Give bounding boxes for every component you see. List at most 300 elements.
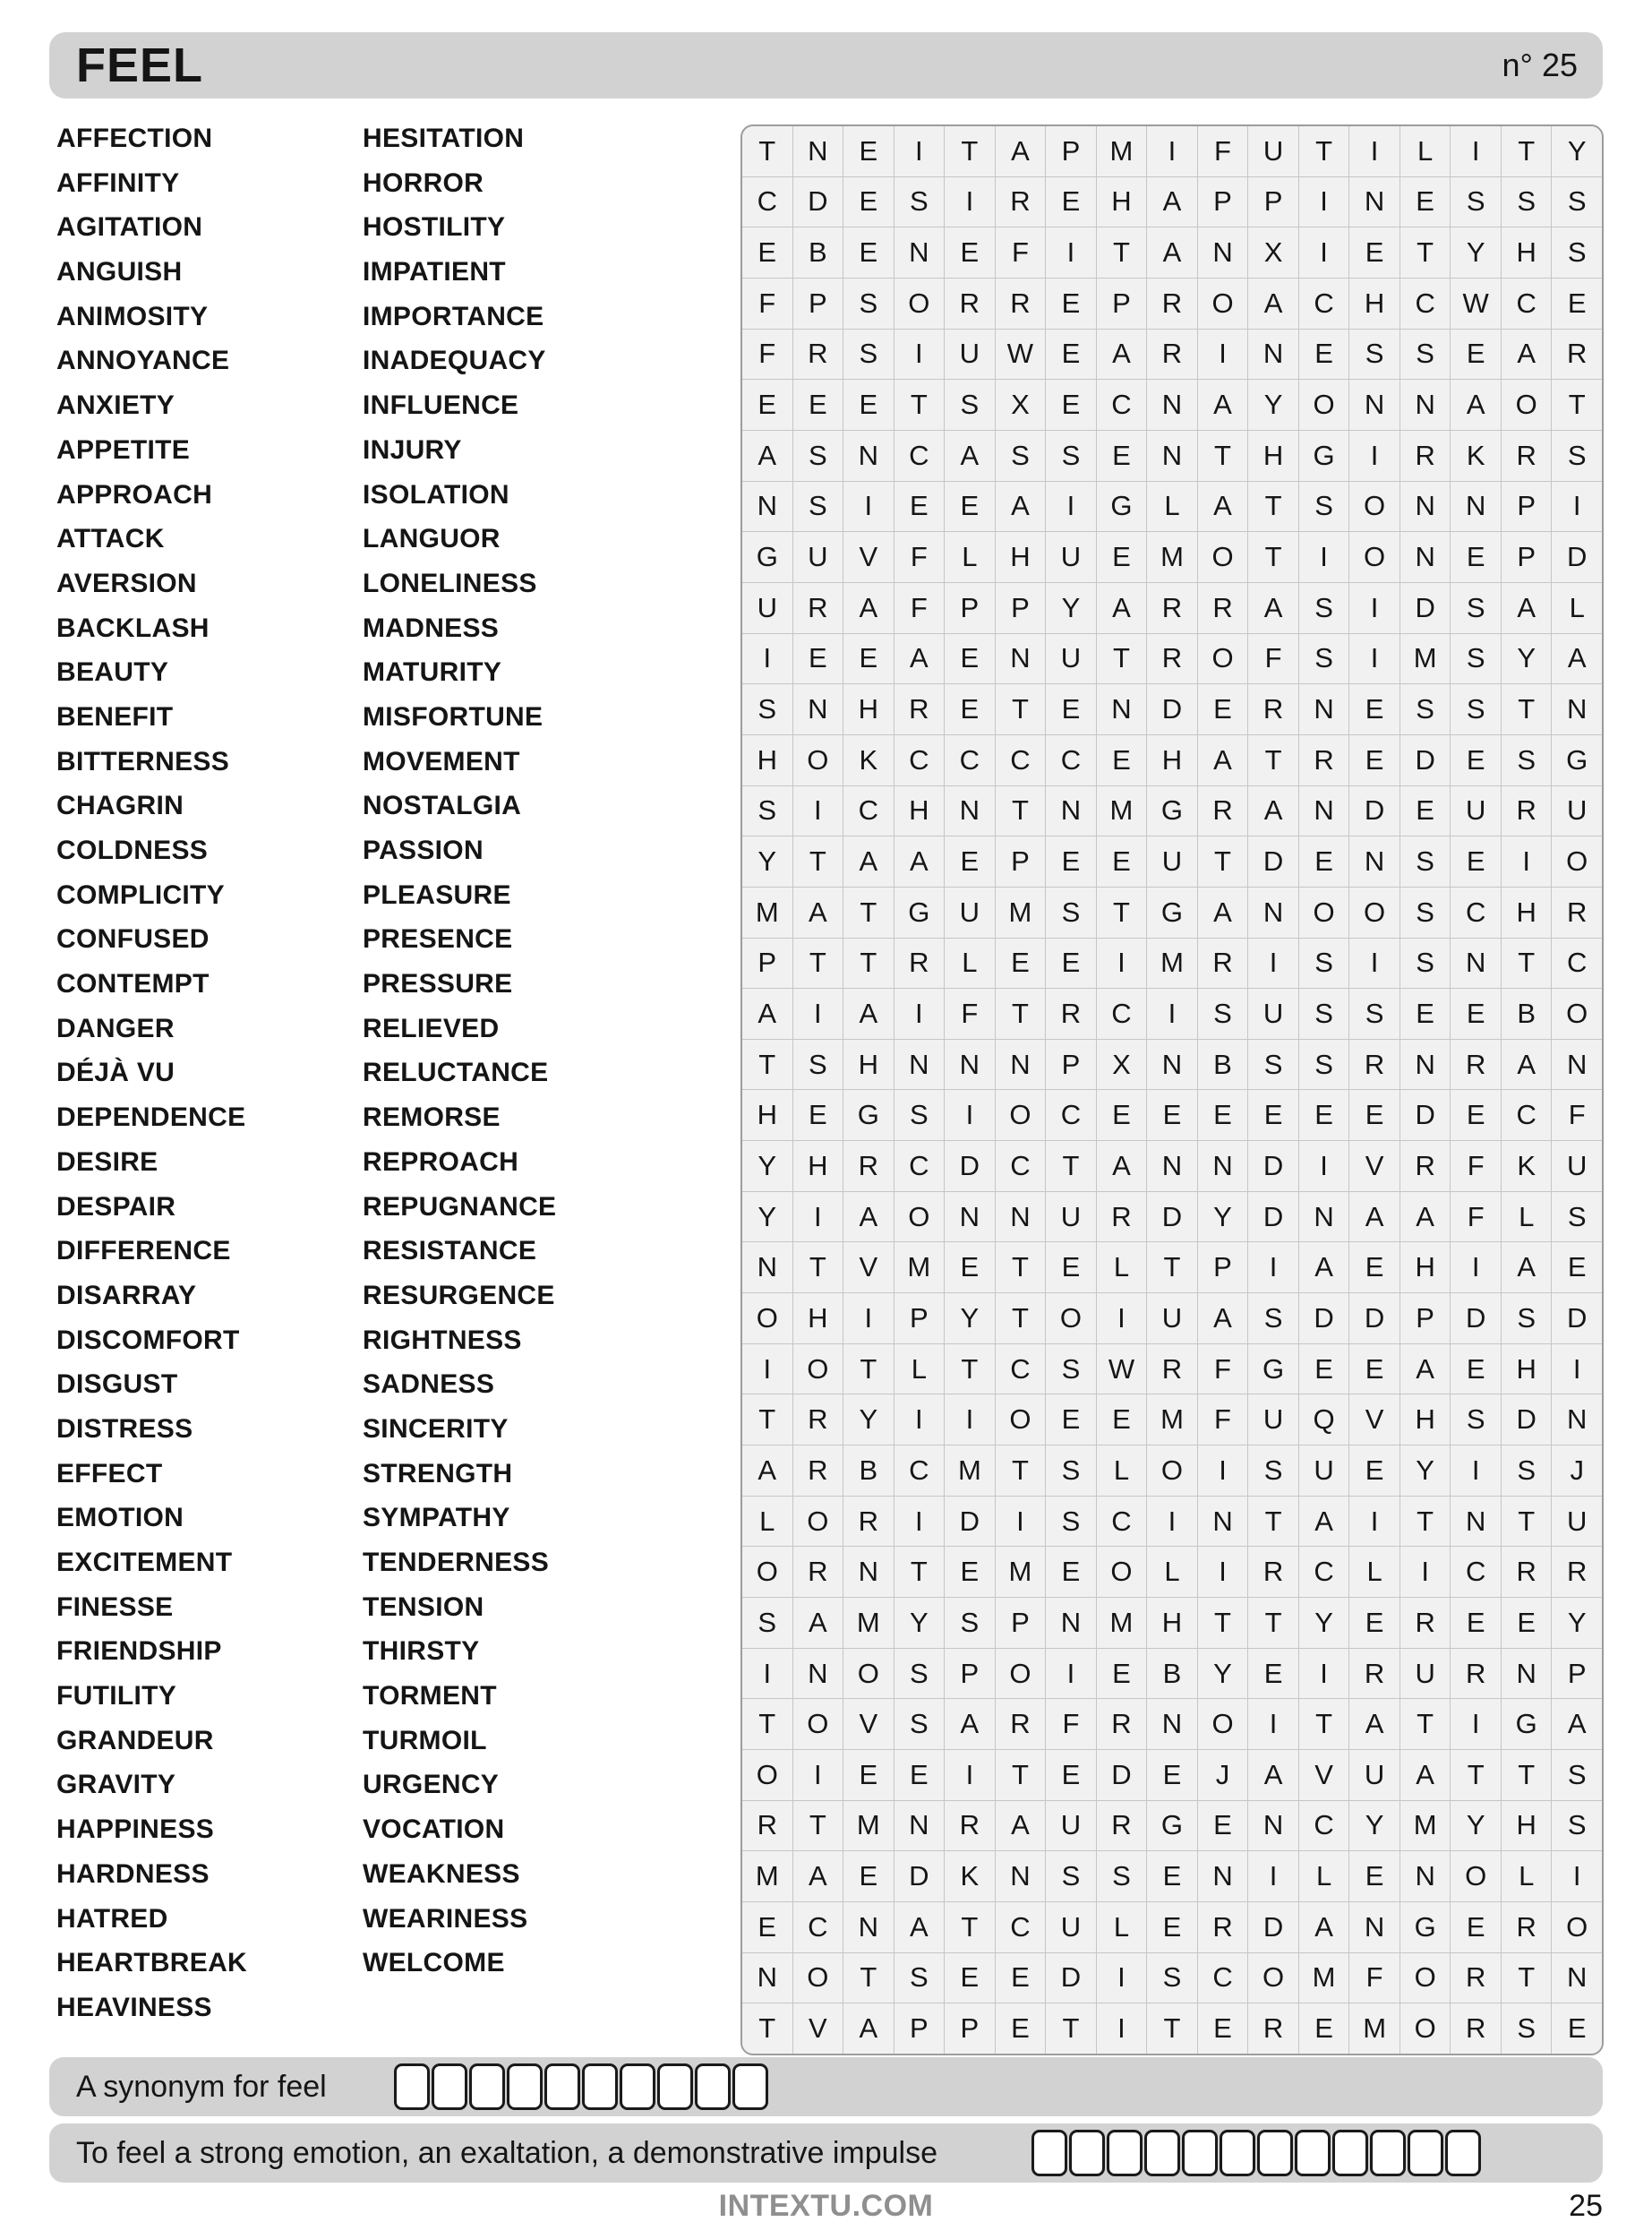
grid-cell[interactable]: A bbox=[1552, 634, 1602, 684]
grid-cell[interactable]: T bbox=[996, 1445, 1046, 1496]
grid-cell[interactable]: S bbox=[894, 1699, 945, 1749]
grid-cell[interactable]: P bbox=[742, 939, 792, 989]
grid-cell[interactable]: Y bbox=[1400, 1445, 1451, 1496]
grid-cell[interactable]: R bbox=[996, 1699, 1046, 1749]
grid-cell[interactable]: T bbox=[843, 1344, 894, 1394]
grid-cell[interactable]: E bbox=[1400, 177, 1451, 227]
grid-cell[interactable]: N bbox=[1299, 1192, 1349, 1242]
grid-cell[interactable]: C bbox=[1400, 279, 1451, 329]
grid-cell[interactable]: F bbox=[1248, 634, 1298, 684]
grid-cell[interactable]: E bbox=[945, 1547, 995, 1597]
grid-cell[interactable]: E bbox=[1046, 279, 1096, 329]
grid-cell[interactable]: T bbox=[1502, 126, 1552, 176]
grid-cell[interactable]: N bbox=[1147, 1141, 1197, 1191]
grid-cell[interactable]: T bbox=[945, 1902, 995, 1952]
grid-cell[interactable]: U bbox=[1147, 1293, 1197, 1343]
grid-cell[interactable]: L bbox=[1299, 1851, 1349, 1901]
grid-cell[interactable]: C bbox=[996, 1141, 1046, 1191]
grid-cell[interactable]: R bbox=[1400, 1141, 1451, 1191]
answer-letter-box[interactable] bbox=[469, 2063, 505, 2110]
grid-cell[interactable]: Q bbox=[1299, 1394, 1349, 1445]
grid-cell[interactable]: T bbox=[793, 1801, 843, 1851]
grid-cell[interactable]: P bbox=[1248, 177, 1298, 227]
grid-cell[interactable]: F bbox=[1552, 1090, 1602, 1140]
grid-cell[interactable]: F bbox=[1046, 1699, 1096, 1749]
grid-cell[interactable]: O bbox=[1349, 482, 1399, 532]
grid-cell[interactable]: N bbox=[1349, 380, 1399, 430]
grid-cell[interactable]: O bbox=[843, 1649, 894, 1699]
grid-cell[interactable]: A bbox=[1198, 888, 1248, 938]
grid-cell[interactable]: I bbox=[894, 1497, 945, 1547]
grid-cell[interactable]: E bbox=[793, 634, 843, 684]
grid-cell[interactable]: P bbox=[996, 583, 1046, 633]
grid-cell[interactable]: A bbox=[843, 1192, 894, 1242]
grid-cell[interactable]: A bbox=[1248, 583, 1298, 633]
grid-cell[interactable]: S bbox=[1046, 1851, 1096, 1901]
grid-cell[interactable]: H bbox=[843, 684, 894, 734]
grid-cell[interactable]: D bbox=[1147, 1192, 1197, 1242]
grid-cell[interactable]: S bbox=[843, 279, 894, 329]
grid-cell[interactable]: S bbox=[1299, 989, 1349, 1039]
grid-cell[interactable]: I bbox=[1451, 1445, 1501, 1496]
grid-cell[interactable]: A bbox=[1248, 786, 1298, 836]
grid-cell[interactable]: N bbox=[996, 1192, 1046, 1242]
grid-cell[interactable]: T bbox=[1502, 1750, 1552, 1800]
grid-cell[interactable]: C bbox=[1502, 279, 1552, 329]
grid-cell[interactable]: K bbox=[945, 1851, 995, 1901]
grid-cell[interactable]: A bbox=[793, 888, 843, 938]
grid-cell[interactable]: A bbox=[945, 1699, 995, 1749]
grid-cell[interactable]: S bbox=[1046, 1497, 1096, 1547]
grid-cell[interactable]: U bbox=[1248, 1394, 1298, 1445]
grid-cell[interactable]: E bbox=[1198, 2003, 1248, 2054]
grid-cell[interactable]: N bbox=[1248, 1801, 1298, 1851]
answer-letter-box[interactable] bbox=[1182, 2130, 1218, 2176]
grid-cell[interactable]: C bbox=[894, 735, 945, 785]
grid-cell[interactable]: T bbox=[894, 1547, 945, 1597]
grid-cell[interactable]: T bbox=[1198, 1598, 1248, 1648]
grid-cell[interactable]: A bbox=[1400, 1344, 1451, 1394]
grid-cell[interactable]: E bbox=[1451, 1090, 1501, 1140]
grid-cell[interactable]: A bbox=[1147, 227, 1197, 278]
grid-cell[interactable]: P bbox=[1198, 1242, 1248, 1292]
grid-cell[interactable]: E bbox=[996, 939, 1046, 989]
grid-cell[interactable]: H bbox=[1502, 888, 1552, 938]
grid-cell[interactable]: A bbox=[945, 431, 995, 481]
grid-cell[interactable]: R bbox=[894, 684, 945, 734]
grid-cell[interactable]: T bbox=[793, 939, 843, 989]
grid-cell[interactable]: Y bbox=[1502, 634, 1552, 684]
grid-cell[interactable]: I bbox=[843, 1293, 894, 1343]
grid-cell[interactable]: I bbox=[742, 634, 792, 684]
grid-cell[interactable]: E bbox=[1299, 2003, 1349, 2054]
grid-cell[interactable]: C bbox=[1552, 939, 1602, 989]
grid-cell[interactable]: B bbox=[1198, 1040, 1248, 1090]
grid-cell[interactable]: H bbox=[1502, 1344, 1552, 1394]
grid-cell[interactable]: E bbox=[1400, 786, 1451, 836]
grid-cell[interactable]: M bbox=[1147, 1394, 1197, 1445]
grid-cell[interactable]: N bbox=[793, 1649, 843, 1699]
grid-cell[interactable]: S bbox=[843, 330, 894, 380]
answer-letter-box[interactable] bbox=[432, 2063, 467, 2110]
grid-cell[interactable]: E bbox=[1349, 1242, 1399, 1292]
grid-cell[interactable]: B bbox=[843, 1445, 894, 1496]
answer-letter-box[interactable] bbox=[1220, 2130, 1255, 2176]
grid-cell[interactable]: M bbox=[996, 1547, 1046, 1597]
grid-cell[interactable]: T bbox=[1248, 735, 1298, 785]
grid-cell[interactable]: C bbox=[1299, 1547, 1349, 1597]
grid-cell[interactable]: O bbox=[996, 1394, 1046, 1445]
grid-cell[interactable]: M bbox=[1097, 786, 1147, 836]
grid-cell[interactable]: H bbox=[1147, 735, 1197, 785]
grid-cell[interactable]: F bbox=[742, 330, 792, 380]
grid-cell[interactable]: L bbox=[1147, 482, 1197, 532]
grid-cell[interactable]: U bbox=[1451, 786, 1501, 836]
grid-cell[interactable]: R bbox=[1248, 1547, 1298, 1597]
grid-cell[interactable]: E bbox=[1299, 1344, 1349, 1394]
grid-cell[interactable]: O bbox=[1046, 1293, 1096, 1343]
grid-cell[interactable]: S bbox=[1502, 2003, 1552, 2054]
grid-cell[interactable]: U bbox=[945, 330, 995, 380]
grid-cell[interactable]: I bbox=[1299, 177, 1349, 227]
grid-cell[interactable]: I bbox=[843, 482, 894, 532]
grid-cell[interactable]: D bbox=[945, 1497, 995, 1547]
grid-cell[interactable]: S bbox=[1248, 1293, 1298, 1343]
answer-letter-box[interactable] bbox=[394, 2063, 430, 2110]
grid-cell[interactable]: C bbox=[843, 786, 894, 836]
grid-cell[interactable]: U bbox=[1349, 1750, 1399, 1800]
grid-cell[interactable]: H bbox=[1248, 431, 1298, 481]
answer-letter-box[interactable] bbox=[1069, 2130, 1105, 2176]
grid-cell[interactable]: N bbox=[1349, 1902, 1399, 1952]
grid-cell[interactable]: A bbox=[1502, 330, 1552, 380]
grid-cell[interactable]: D bbox=[1400, 735, 1451, 785]
grid-cell[interactable]: G bbox=[1147, 786, 1197, 836]
grid-cell[interactable]: C bbox=[793, 1902, 843, 1952]
grid-cell[interactable]: C bbox=[996, 1344, 1046, 1394]
grid-cell[interactable]: O bbox=[1502, 380, 1552, 430]
grid-cell[interactable]: P bbox=[894, 1293, 945, 1343]
grid-cell[interactable]: S bbox=[793, 482, 843, 532]
grid-cell[interactable]: I bbox=[894, 989, 945, 1039]
grid-cell[interactable]: E bbox=[843, 227, 894, 278]
grid-cell[interactable]: R bbox=[1248, 2003, 1298, 2054]
grid-cell[interactable]: P bbox=[1502, 532, 1552, 582]
grid-cell[interactable]: I bbox=[1349, 939, 1399, 989]
grid-cell[interactable]: B bbox=[1147, 1649, 1197, 1699]
grid-cell[interactable]: D bbox=[1248, 1902, 1298, 1952]
grid-cell[interactable]: S bbox=[1299, 634, 1349, 684]
grid-cell[interactable]: G bbox=[843, 1090, 894, 1140]
grid-cell[interactable]: R bbox=[945, 1801, 995, 1851]
grid-cell[interactable]: R bbox=[1552, 1547, 1602, 1597]
grid-cell[interactable]: S bbox=[1502, 1445, 1552, 1496]
grid-cell[interactable]: P bbox=[1198, 177, 1248, 227]
grid-cell[interactable]: E bbox=[1097, 1090, 1147, 1140]
grid-cell[interactable]: L bbox=[1097, 1902, 1147, 1952]
grid-cell[interactable]: T bbox=[742, 1394, 792, 1445]
grid-cell[interactable]: T bbox=[996, 684, 1046, 734]
grid-cell[interactable]: O bbox=[996, 1090, 1046, 1140]
grid-cell[interactable]: I bbox=[894, 1394, 945, 1445]
grid-cell[interactable]: L bbox=[1502, 1851, 1552, 1901]
grid-cell[interactable]: P bbox=[793, 279, 843, 329]
grid-cell[interactable]: T bbox=[1248, 1598, 1298, 1648]
grid-cell[interactable]: S bbox=[1502, 177, 1552, 227]
grid-cell[interactable]: L bbox=[1349, 1547, 1399, 1597]
grid-cell[interactable]: G bbox=[1248, 1344, 1298, 1394]
grid-cell[interactable]: A bbox=[793, 1851, 843, 1901]
grid-cell[interactable]: Y bbox=[1248, 380, 1298, 430]
grid-cell[interactable]: O bbox=[1400, 2003, 1451, 2054]
grid-cell[interactable]: P bbox=[1046, 126, 1096, 176]
grid-cell[interactable]: E bbox=[996, 1953, 1046, 2003]
grid-cell[interactable]: E bbox=[945, 1953, 995, 2003]
grid-cell[interactable]: C bbox=[1451, 1547, 1501, 1597]
grid-cell[interactable]: A bbox=[1400, 1192, 1451, 1242]
grid-cell[interactable]: C bbox=[1502, 1090, 1552, 1140]
grid-cell[interactable]: S bbox=[1400, 888, 1451, 938]
grid-cell[interactable]: N bbox=[742, 482, 792, 532]
grid-cell[interactable]: R bbox=[1147, 1344, 1197, 1394]
grid-cell[interactable]: E bbox=[1451, 836, 1501, 887]
grid-cell[interactable]: P bbox=[1552, 1649, 1602, 1699]
answer-letter-box[interactable] bbox=[695, 2063, 731, 2110]
grid-cell[interactable]: R bbox=[1349, 1040, 1399, 1090]
grid-cell[interactable]: S bbox=[1299, 1040, 1349, 1090]
grid-cell[interactable]: A bbox=[742, 1445, 792, 1496]
grid-cell[interactable]: D bbox=[1451, 1293, 1501, 1343]
grid-cell[interactable]: S bbox=[1552, 1192, 1602, 1242]
grid-cell[interactable]: T bbox=[1400, 1699, 1451, 1749]
grid-cell[interactable]: R bbox=[894, 939, 945, 989]
grid-cell[interactable]: M bbox=[894, 1242, 945, 1292]
grid-cell[interactable]: N bbox=[1400, 1040, 1451, 1090]
grid-cell[interactable]: I bbox=[1248, 1699, 1298, 1749]
grid-cell[interactable]: S bbox=[945, 1598, 995, 1648]
grid-cell[interactable]: U bbox=[1046, 634, 1096, 684]
grid-cell[interactable]: G bbox=[1097, 482, 1147, 532]
grid-cell[interactable]: O bbox=[742, 1293, 792, 1343]
grid-cell[interactable]: V bbox=[843, 532, 894, 582]
grid-cell[interactable]: N bbox=[1552, 684, 1602, 734]
grid-cell[interactable]: F bbox=[1198, 1344, 1248, 1394]
grid-cell[interactable]: T bbox=[1299, 1699, 1349, 1749]
grid-cell[interactable]: I bbox=[1198, 1445, 1248, 1496]
grid-cell[interactable]: M bbox=[742, 888, 792, 938]
grid-cell[interactable]: T bbox=[894, 380, 945, 430]
grid-cell[interactable]: E bbox=[945, 836, 995, 887]
grid-cell[interactable]: N bbox=[894, 1040, 945, 1090]
grid-cell[interactable]: E bbox=[843, 380, 894, 430]
grid-cell[interactable]: E bbox=[1451, 989, 1501, 1039]
grid-cell[interactable]: N bbox=[1046, 786, 1096, 836]
grid-cell[interactable]: T bbox=[742, 2003, 792, 2054]
grid-cell[interactable]: E bbox=[1097, 836, 1147, 887]
grid-cell[interactable]: A bbox=[1299, 1902, 1349, 1952]
grid-cell[interactable]: P bbox=[945, 583, 995, 633]
grid-cell[interactable]: N bbox=[1451, 1497, 1501, 1547]
grid-cell[interactable]: I bbox=[793, 786, 843, 836]
grid-cell[interactable]: T bbox=[1299, 126, 1349, 176]
answer-letter-box[interactable] bbox=[1107, 2130, 1143, 2176]
grid-cell[interactable]: R bbox=[1147, 583, 1197, 633]
grid-cell[interactable]: S bbox=[894, 1953, 945, 2003]
grid-cell[interactable]: I bbox=[1349, 634, 1399, 684]
answer-letter-box[interactable] bbox=[620, 2063, 655, 2110]
grid-cell[interactable]: B bbox=[1502, 989, 1552, 1039]
grid-cell[interactable]: P bbox=[996, 1598, 1046, 1648]
answer-letter-box[interactable] bbox=[657, 2063, 693, 2110]
grid-cell[interactable]: R bbox=[1552, 888, 1602, 938]
grid-cell[interactable]: M bbox=[1097, 126, 1147, 176]
grid-cell[interactable]: N bbox=[894, 1801, 945, 1851]
grid-cell[interactable]: T bbox=[996, 1242, 1046, 1292]
grid-cell[interactable]: N bbox=[1552, 1040, 1602, 1090]
grid-cell[interactable]: N bbox=[1552, 1953, 1602, 2003]
answer-letter-box[interactable] bbox=[544, 2063, 580, 2110]
grid-cell[interactable]: O bbox=[793, 735, 843, 785]
grid-cell[interactable]: U bbox=[1046, 1902, 1096, 1952]
grid-cell[interactable]: S bbox=[793, 431, 843, 481]
grid-cell[interactable]: R bbox=[996, 279, 1046, 329]
grid-cell[interactable]: U bbox=[1248, 989, 1298, 1039]
grid-cell[interactable]: E bbox=[1097, 735, 1147, 785]
grid-cell[interactable]: N bbox=[1248, 330, 1298, 380]
grid-cell[interactable]: U bbox=[742, 583, 792, 633]
grid-cell[interactable]: V bbox=[793, 2003, 843, 2054]
grid-cell[interactable]: E bbox=[1097, 1394, 1147, 1445]
grid-cell[interactable]: S bbox=[1552, 431, 1602, 481]
grid-cell[interactable]: V bbox=[1349, 1141, 1399, 1191]
grid-cell[interactable]: N bbox=[1147, 1040, 1197, 1090]
grid-cell[interactable]: R bbox=[1046, 989, 1096, 1039]
grid-cell[interactable]: T bbox=[945, 126, 995, 176]
grid-cell[interactable]: N bbox=[793, 126, 843, 176]
grid-cell[interactable]: Y bbox=[1198, 1649, 1248, 1699]
grid-cell[interactable]: F bbox=[1198, 1394, 1248, 1445]
grid-cell[interactable]: I bbox=[1198, 330, 1248, 380]
grid-cell[interactable]: E bbox=[1552, 279, 1602, 329]
grid-cell[interactable]: R bbox=[793, 330, 843, 380]
grid-cell[interactable]: D bbox=[1248, 1192, 1298, 1242]
grid-cell[interactable]: A bbox=[1198, 1293, 1248, 1343]
grid-cell[interactable]: U bbox=[1552, 786, 1602, 836]
grid-cell[interactable]: D bbox=[1248, 1141, 1298, 1191]
grid-cell[interactable]: H bbox=[742, 1090, 792, 1140]
grid-cell[interactable]: O bbox=[793, 1497, 843, 1547]
grid-cell[interactable]: D bbox=[1097, 1750, 1147, 1800]
grid-cell[interactable]: I bbox=[1299, 1141, 1349, 1191]
grid-cell[interactable]: A bbox=[1198, 735, 1248, 785]
grid-cell[interactable]: I bbox=[1147, 126, 1197, 176]
grid-cell[interactable]: A bbox=[1147, 177, 1197, 227]
grid-cell[interactable]: T bbox=[1248, 532, 1298, 582]
grid-cell[interactable]: V bbox=[843, 1242, 894, 1292]
grid-cell[interactable]: R bbox=[793, 1547, 843, 1597]
grid-cell[interactable]: N bbox=[742, 1242, 792, 1292]
grid-cell[interactable]: Y bbox=[1046, 583, 1096, 633]
grid-cell[interactable]: R bbox=[1248, 684, 1298, 734]
grid-cell[interactable]: P bbox=[945, 2003, 995, 2054]
grid-cell[interactable]: F bbox=[1198, 126, 1248, 176]
grid-cell[interactable]: O bbox=[793, 1699, 843, 1749]
grid-cell[interactable]: N bbox=[1147, 431, 1197, 481]
grid-cell[interactable]: R bbox=[1502, 1547, 1552, 1597]
grid-cell[interactable]: R bbox=[1198, 939, 1248, 989]
grid-cell[interactable]: C bbox=[1046, 1090, 1096, 1140]
grid-cell[interactable]: E bbox=[1349, 735, 1399, 785]
grid-cell[interactable]: R bbox=[1502, 431, 1552, 481]
grid-cell[interactable]: A bbox=[843, 989, 894, 1039]
grid-cell[interactable]: F bbox=[1349, 1953, 1399, 2003]
grid-cell[interactable]: N bbox=[843, 1902, 894, 1952]
grid-cell[interactable]: M bbox=[996, 888, 1046, 938]
grid-cell[interactable]: S bbox=[1299, 583, 1349, 633]
grid-cell[interactable]: U bbox=[945, 888, 995, 938]
answer-letter-box[interactable] bbox=[1370, 2130, 1406, 2176]
grid-cell[interactable]: T bbox=[742, 1699, 792, 1749]
grid-cell[interactable]: E bbox=[742, 227, 792, 278]
grid-cell[interactable]: C bbox=[996, 735, 1046, 785]
grid-cell[interactable]: H bbox=[1502, 227, 1552, 278]
grid-cell[interactable]: L bbox=[945, 939, 995, 989]
grid-cell[interactable]: I bbox=[945, 1090, 995, 1140]
grid-cell[interactable]: R bbox=[996, 177, 1046, 227]
grid-cell[interactable]: S bbox=[793, 1040, 843, 1090]
grid-cell[interactable]: R bbox=[1451, 1040, 1501, 1090]
grid-cell[interactable]: M bbox=[1147, 532, 1197, 582]
grid-cell[interactable]: H bbox=[793, 1293, 843, 1343]
grid-cell[interactable]: T bbox=[1046, 2003, 1096, 2054]
grid-cell[interactable]: R bbox=[1502, 1902, 1552, 1952]
grid-cell[interactable]: A bbox=[1097, 1141, 1147, 1191]
grid-cell[interactable]: N bbox=[1451, 939, 1501, 989]
grid-cell[interactable]: U bbox=[1248, 126, 1298, 176]
grid-cell[interactable]: S bbox=[1451, 634, 1501, 684]
grid-cell[interactable]: V bbox=[1299, 1750, 1349, 1800]
grid-cell[interactable]: O bbox=[1198, 279, 1248, 329]
grid-cell[interactable]: N bbox=[996, 1851, 1046, 1901]
grid-cell[interactable]: E bbox=[1147, 1090, 1197, 1140]
grid-cell[interactable]: M bbox=[1400, 634, 1451, 684]
grid-cell[interactable]: A bbox=[1502, 1040, 1552, 1090]
grid-cell[interactable]: O bbox=[1552, 836, 1602, 887]
grid-cell[interactable]: U bbox=[1552, 1141, 1602, 1191]
grid-cell[interactable]: E bbox=[742, 1902, 792, 1952]
grid-cell[interactable]: Y bbox=[1552, 126, 1602, 176]
grid-cell[interactable]: E bbox=[1046, 836, 1096, 887]
grid-cell[interactable]: T bbox=[996, 989, 1046, 1039]
grid-cell[interactable]: L bbox=[1502, 1192, 1552, 1242]
grid-cell[interactable]: D bbox=[1400, 1090, 1451, 1140]
grid-cell[interactable]: O bbox=[1299, 380, 1349, 430]
grid-cell[interactable]: E bbox=[843, 177, 894, 227]
grid-cell[interactable]: O bbox=[742, 1750, 792, 1800]
grid-cell[interactable]: S bbox=[1349, 989, 1399, 1039]
grid-cell[interactable]: A bbox=[1451, 380, 1501, 430]
answer-letter-box[interactable] bbox=[582, 2063, 618, 2110]
grid-cell[interactable]: T bbox=[1451, 1750, 1501, 1800]
grid-cell[interactable]: E bbox=[1451, 1598, 1501, 1648]
grid-cell[interactable]: S bbox=[1046, 1344, 1096, 1394]
grid-cell[interactable]: E bbox=[1299, 330, 1349, 380]
grid-cell[interactable]: R bbox=[1349, 1649, 1399, 1699]
grid-cell[interactable]: P bbox=[996, 836, 1046, 887]
grid-cell[interactable]: S bbox=[894, 1090, 945, 1140]
grid-cell[interactable]: X bbox=[1097, 1040, 1147, 1090]
grid-cell[interactable]: T bbox=[1097, 227, 1147, 278]
